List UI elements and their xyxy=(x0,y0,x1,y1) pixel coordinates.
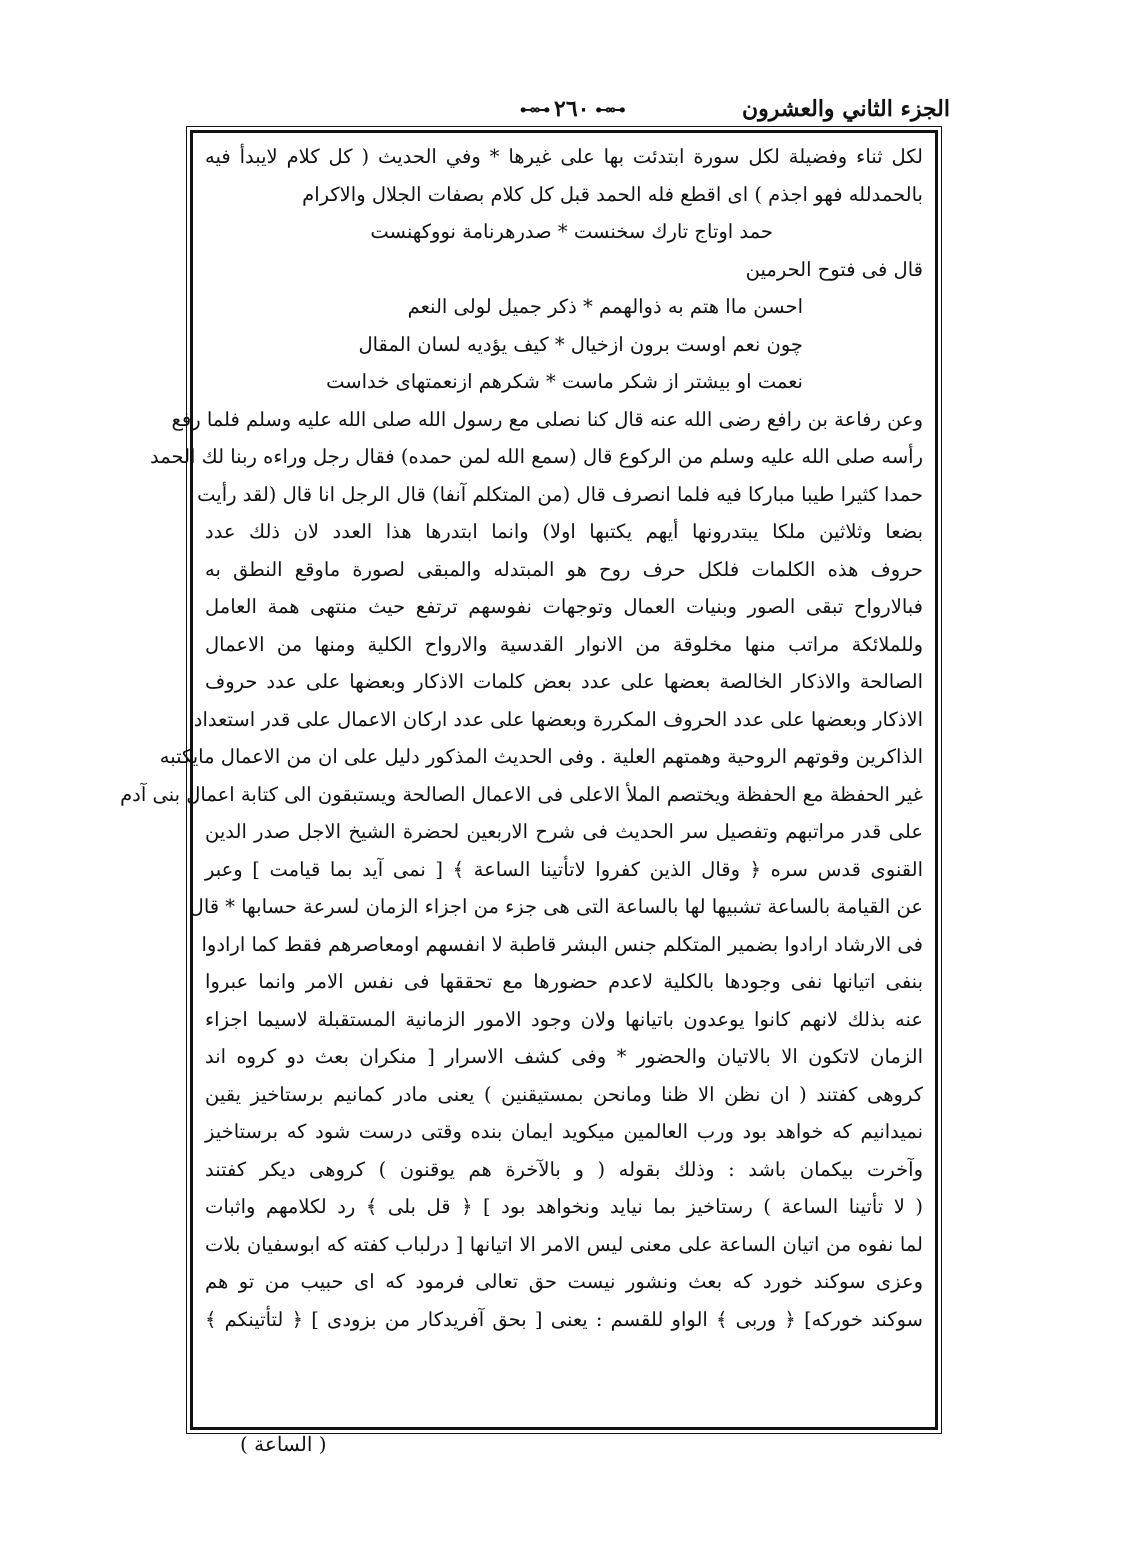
text-line: الاذكار وبعضها على عدد الحروف المكررة وبعضها على عدد اركان الاعمال على قدر استعداد xyxy=(193,707,923,731)
verse-line: چون نعم اوست برون ازخيال * كيف يؤديه لسان المقال xyxy=(358,332,803,356)
text-line: على قدر مراتبهم وتفصيل سر الحديث فى شرح الاربعين لحضرة الشيخ الاجل صدر الدين xyxy=(205,820,923,843)
text-line: بنفى اتيانها نفى وجودها بالكلية لاعدم حضورها مع تحققها فى نفس الامر وانما عبروا xyxy=(205,970,923,993)
text-line: القنوى قدس سره ﴿ وقال الذين كفروا لاتأتينا الساعة ﴾ [ نمى آيد بما قيامت ] وعبر xyxy=(205,857,923,881)
verse-line: احسن ماا هتم به ذوالهمم * ذكر جميل لولى النعم xyxy=(407,295,803,318)
text-line: عن القيامة بالساعة تشبيها لها بالساعة التى هى جزء من اجزاء الزمان لسرعة حسابها * قال xyxy=(189,895,923,918)
text-line: وللملائكة مراتب منها مخلوقة من الانوار القدسية والارواح الكلية ومنها من الاعمال xyxy=(205,632,923,656)
text-line: لكل ثناء وفضيلة لكل سورة ابتدئت بها على غيرها * وفي الحديث ( كل كلام لايبدأ فيه xyxy=(205,145,923,168)
text-line: الذاكرين وقوتهم الروحية وهمتهم العلية . وفى الحديث المذكور دليل على ان من الاعمال مايكتبه xyxy=(159,745,923,768)
text-line: حمدا كثيرا طيبا مباركا فيه فلما انصرف قال (من المتكلم آنفا) قال الرجل انا قال (لقد رأيت xyxy=(197,482,923,506)
text-line: بالحمدلله فهو اجذم ) اى اقطع فله الحمد قبل كل كلام بصفات الجلال والاكرام xyxy=(302,182,923,206)
text-line: وآخرت بيكمان باشد : وذلك بقوله ( و بالآخرة هم يوقنون ) كروهى ديكر كفتند xyxy=(205,1157,923,1181)
page-header xyxy=(190,96,950,130)
text-line: رأسه صلى الله عليه وسلم من الركوع قال (سمع الله لمن حمده) فقال رجل وراءه ربنا لك الحمد xyxy=(150,445,923,468)
text-line: حروف هذه الكلمات فلكل حرف روح هو المبتدله والمبقى لصورة ماوقع النطق به xyxy=(205,557,923,581)
right-ornament-icon: ⊷⊶ xyxy=(520,99,548,119)
text-line: كروهى كفتند ( ان نظن الا ظنا ومانحن بمستيقنين ) يعنى مادر كمانيم برستاخيز يقين xyxy=(205,1082,923,1106)
text-line: وعن رفاعة بن رافع رضى الله عنه قال كنا نصلى مع رسول الله صلى الله عليه وسلم فلما رفع xyxy=(171,407,923,431)
catchword: ( الساعة ) xyxy=(240,1432,327,1456)
text-line: فبالارواح تبقى الصور وبنيات العمال وتوجهات نفوسهم ترتفع حيث منتهى همة العامل xyxy=(205,595,923,618)
text-line: الزمان لاتكون الا بالاتيان والحضور * وفى كشف الاسرار [ منكران بعث دو كروه اند xyxy=(205,1045,923,1068)
left-ornament-icon: ⊷⊶ xyxy=(595,99,624,119)
text-line: الصالحة والاذكار الخالصة بعضها على عدد بعض كلمات الاذكار وبعضها على عدد حروف xyxy=(205,670,923,693)
text-line: وعزى سوكند خورد كه بعث ونشور نيست حق تعالى فرمود كه اى حبيب من تو هم xyxy=(205,1270,923,1293)
text-line: لما نفوه من اتيان الساعة على معنى ليس الامر الا اتيانها [ درلباب كفته كه ابوسفيان بلات xyxy=(205,1232,923,1256)
text-line: فى الارشاد ارادوا بضمير المتكلم جنس البشر قاطبة لا انفسهم اومعاصرهم فقط كما ارادوا xyxy=(201,932,923,956)
text-line: بضعا وثلاثين ملكا يبتدرونها أيهم يكتبها اولا) وانما ابتدرها هذا العدد لان ذلك عدد xyxy=(205,520,923,543)
verse-line: حمد اوتاج تارك سخنست * صدرهرنامة نووكهنست xyxy=(370,220,773,243)
text-line: قال فى فتوح الحرمين xyxy=(745,257,923,281)
verse-line: نعمت او بيشتر از شكر ماست * شكرهم ازنعمتهاى خداست xyxy=(326,370,803,393)
running-title: الجزء الثاني والعشرون xyxy=(741,96,950,122)
text-line: نميدانيم كه خواهد بود ورب العالمين ميكويد ايمان بنده وقتى درست شود كه برستاخيز xyxy=(205,1120,923,1143)
page-number-group xyxy=(520,96,623,122)
text-line: سوكند خوركه] ﴿ وربى ﴾ الواو للقسم : يعنى [ بحق آفريدكار من بزودى ] ﴿ لتأتينكم ﴾ xyxy=(205,1307,923,1331)
page-number: ٢٦٠ xyxy=(554,96,590,122)
text-line: عنه بذلك لانهم كانوا يوعدون باتيانها ولان وجود الامور الزمانية المستقبلة لاسيما اجزاء xyxy=(205,1007,923,1031)
text-line: غير الحفظة مع الحفظة ويختصم الملأ الاعلى فى الاعمال الصالحة ويستبقون الى كتابة اعمال بنى آدم xyxy=(120,782,923,806)
text-line: ( لا تأتينا الساعة ) رستاخيز بما نيايد ونخواهد بود ] ﴿ قل بلى ﴾ رد لكلامهم واثبات xyxy=(205,1195,923,1218)
main-text-block xyxy=(120,138,923,1428)
